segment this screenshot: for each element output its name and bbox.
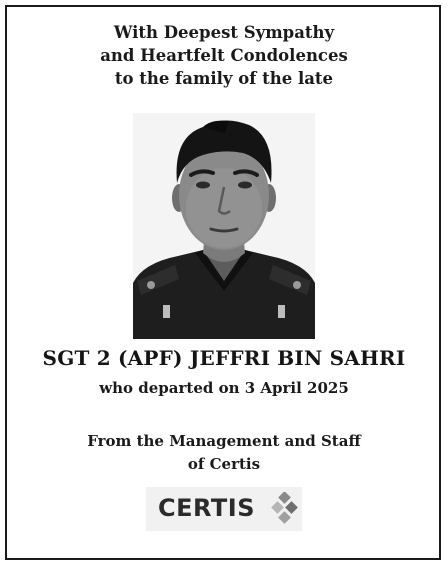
sender-line-2: of Certis [187, 455, 261, 473]
sender-block [0, 430, 448, 476]
departed-date: who departed on 3 April 2025 [99, 379, 349, 397]
sender-line-1: From the Management and Staff [87, 432, 361, 450]
portrait-photo [133, 113, 315, 339]
heading-line-2: and Heartfelt Condolences [100, 46, 348, 65]
heading-line-3: to the family of the late [114, 69, 334, 88]
heading-line-1: With Deepest Sympathy [113, 23, 335, 42]
logo-wordmark: CERTIS [158, 494, 255, 522]
certis-diamond-mark-icon [270, 492, 300, 526]
certis-logo [146, 487, 302, 531]
deceased-name: SGT 2 (APF) JEFFRI BIN SAHRI [42, 346, 406, 370]
portrait-illustration [133, 113, 315, 339]
condolence-heading [0, 21, 448, 90]
